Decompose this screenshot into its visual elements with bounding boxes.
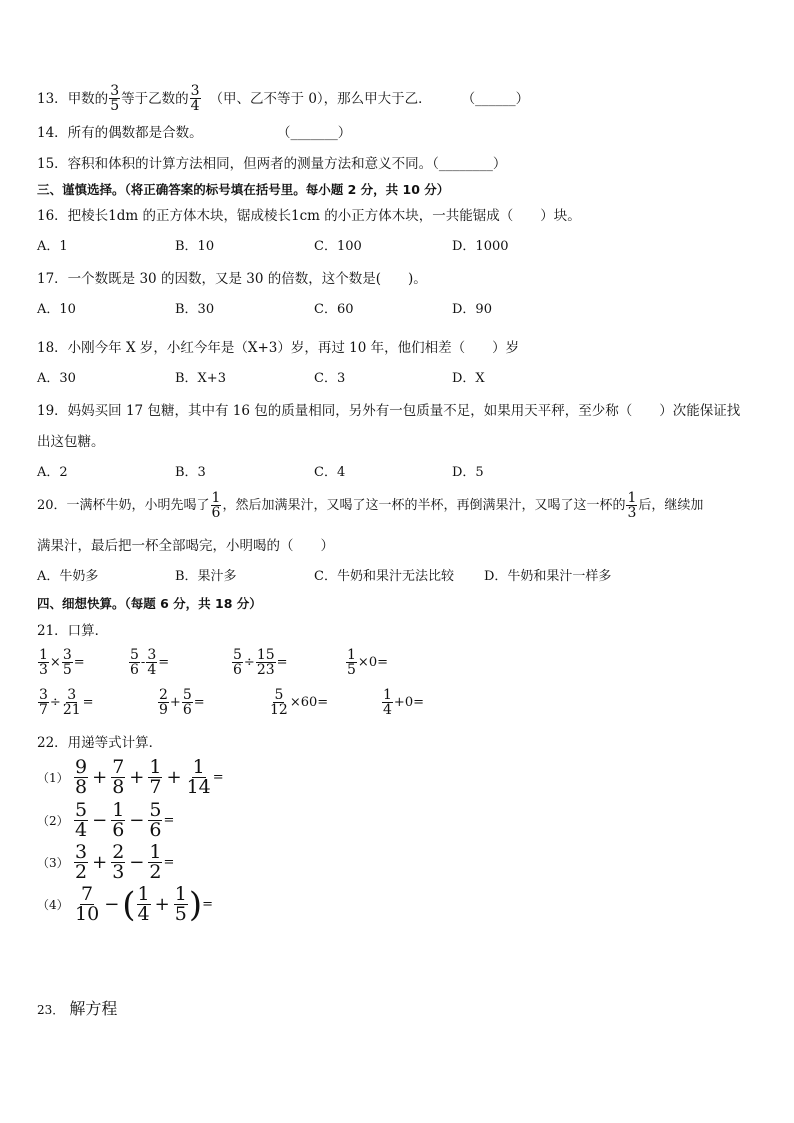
q14-answer-blank[interactable]: （_______）	[276, 125, 352, 141]
q20-option-b[interactable]: B．果汁多	[175, 569, 237, 584]
q20-pre: 20．一满杯牛奶，小明先喝了	[37, 497, 210, 513]
q21-expression: $\frac{1}{5}$ ×0=	[347, 647, 388, 678]
q20-post: 后，继续加	[638, 497, 704, 513]
q16-option-c[interactable]: C．100	[314, 239, 362, 254]
q22-item-1: （1） $\frac{9}{8}$ + $\frac{7}{8}$ + $\frac{1}{7}$ + $\frac{1}{14}$ =	[37, 756, 224, 798]
q19-text-line1: 19．妈妈买回 17 包糖，其中有 16 包的质量相同，另外有一包质量不足，如果用天平秤，至少称（ ）次能保证找	[37, 403, 741, 419]
q21-expression: $\frac{5}{6}$ - $\frac{3}{4}$ =	[130, 647, 170, 678]
q17-option-a[interactable]: A．10	[37, 302, 76, 317]
q21-expression: $\frac{5}{12}$ ×60=	[270, 687, 329, 718]
q15-text: 15．容积和体积的计算方法相同，但两者的测量方法和意义不同。（________）	[37, 156, 507, 172]
q20-option-d[interactable]: D．牛奶和果汁一样多	[484, 569, 612, 584]
q16-option-a[interactable]: A．1	[37, 239, 68, 254]
q23-title: 解方程	[69, 999, 118, 1018]
q14-text: 14．所有的偶数都是合数。	[37, 125, 203, 141]
fraction: $\frac{3}{5}$	[110, 83, 120, 114]
q20-mid: ，然后加满果汁，又喝了这一杯的半杯，再倒满果汁，又喝了这一杯的	[222, 497, 626, 513]
q20-option-a[interactable]: A．牛奶多	[37, 569, 99, 584]
fraction: $\frac{3}{4}$	[190, 83, 200, 114]
q21-expression: $\frac{1}{4}$ +0=	[383, 687, 424, 718]
q21-expression: $\frac{2}{9}$ + $\frac{5}{6}$ =	[159, 687, 205, 718]
fraction: $\frac{1}{3}$	[627, 490, 637, 521]
section-3-heading: 三、谨慎选择。（将正确答案的标号填在括号里。每小题 2 分，共 10 分）	[37, 182, 450, 197]
q23-heading	[37, 998, 117, 1021]
q18-option-d[interactable]: D．X	[452, 371, 485, 386]
q13-line	[37, 84, 529, 113]
q19-option-b[interactable]: B．3	[175, 465, 206, 480]
q13-post: （甲、乙不等于 0），那么甲大于乙．	[209, 90, 432, 107]
q19-text-line2: 出这包糖。	[37, 434, 105, 450]
q17-option-d[interactable]: D．90	[452, 302, 492, 317]
q13-answer-blank[interactable]: （______）	[461, 90, 530, 107]
q17-option-b[interactable]: B．30	[175, 302, 215, 317]
q20-option-c[interactable]: C．牛奶和果汁无法比较	[314, 569, 454, 584]
section-4-heading: 四、细想快算。（每题 6 分，共 18 分）	[37, 596, 262, 611]
q22-item-2: （2） $\frac{5}{4}$ − $\frac{1}{6}$ − $\frac{5}{6}$ =	[37, 799, 175, 841]
q18-option-a[interactable]: A．30	[37, 371, 76, 386]
q18-option-c[interactable]: C．3	[314, 371, 346, 386]
q21-expression: $\frac{1}{3}$ × $\frac{3}{5}$ =	[39, 647, 85, 678]
q13-mid: 等于乙数的	[121, 90, 189, 107]
q22-item-4: （4） $\frac{7}{10}$ − ( $\frac{1}{4}$ + $\frac{1}{5}$ ) =	[37, 883, 213, 925]
q15-line	[37, 155, 506, 173]
q21-expression: $\frac{3}{7}$ ÷ $\frac{3}{21}$ =	[39, 687, 94, 718]
q13-pre: 甲数的	[67, 90, 109, 107]
q20-line2: 满果汁，最后把一杯全部喝完，小明喝的（ ）	[37, 538, 334, 554]
q18-option-b[interactable]: B．X+3	[175, 371, 226, 386]
fraction: $\frac{1}{6}$	[211, 490, 221, 521]
q16-option-d[interactable]: D．1000	[452, 239, 509, 254]
q16-option-b[interactable]: B．10	[175, 239, 215, 254]
q18-text: 18．小刚今年 X 岁，小红今年是（X+3）岁，再过 10 年，他们相差（ ）岁	[37, 340, 520, 356]
q22-title: 22．用递等式计算．	[37, 735, 163, 751]
q23-number: 23．	[37, 1003, 65, 1017]
q13-number: 13．	[37, 90, 68, 107]
q19-option-a[interactable]: A．2	[37, 465, 68, 480]
q21-title: 21．口算．	[37, 623, 109, 639]
q14-line	[37, 124, 351, 142]
q17-text: 17．一个数既是 30 的因数，又是 30 的倍数，这个数是( )。	[37, 271, 427, 287]
q17-option-c[interactable]: C．60	[314, 302, 354, 317]
q20-line1	[37, 491, 703, 520]
q19-option-c[interactable]: C．4	[314, 465, 346, 480]
q16-text: 16．把棱长1dm 的正方体木块，锯成棱长1cm 的小正方体木块，一共能锯成（ ）块。	[37, 208, 581, 224]
q21-expression: $\frac{5}{6}$ ÷ $\frac{15}{23}$ =	[233, 647, 288, 678]
q19-option-d[interactable]: D．5	[452, 465, 484, 480]
q22-item-3: （3） $\frac{3}{2}$ + $\frac{2}{3}$ − $\frac{1}{2}$ =	[37, 841, 175, 883]
